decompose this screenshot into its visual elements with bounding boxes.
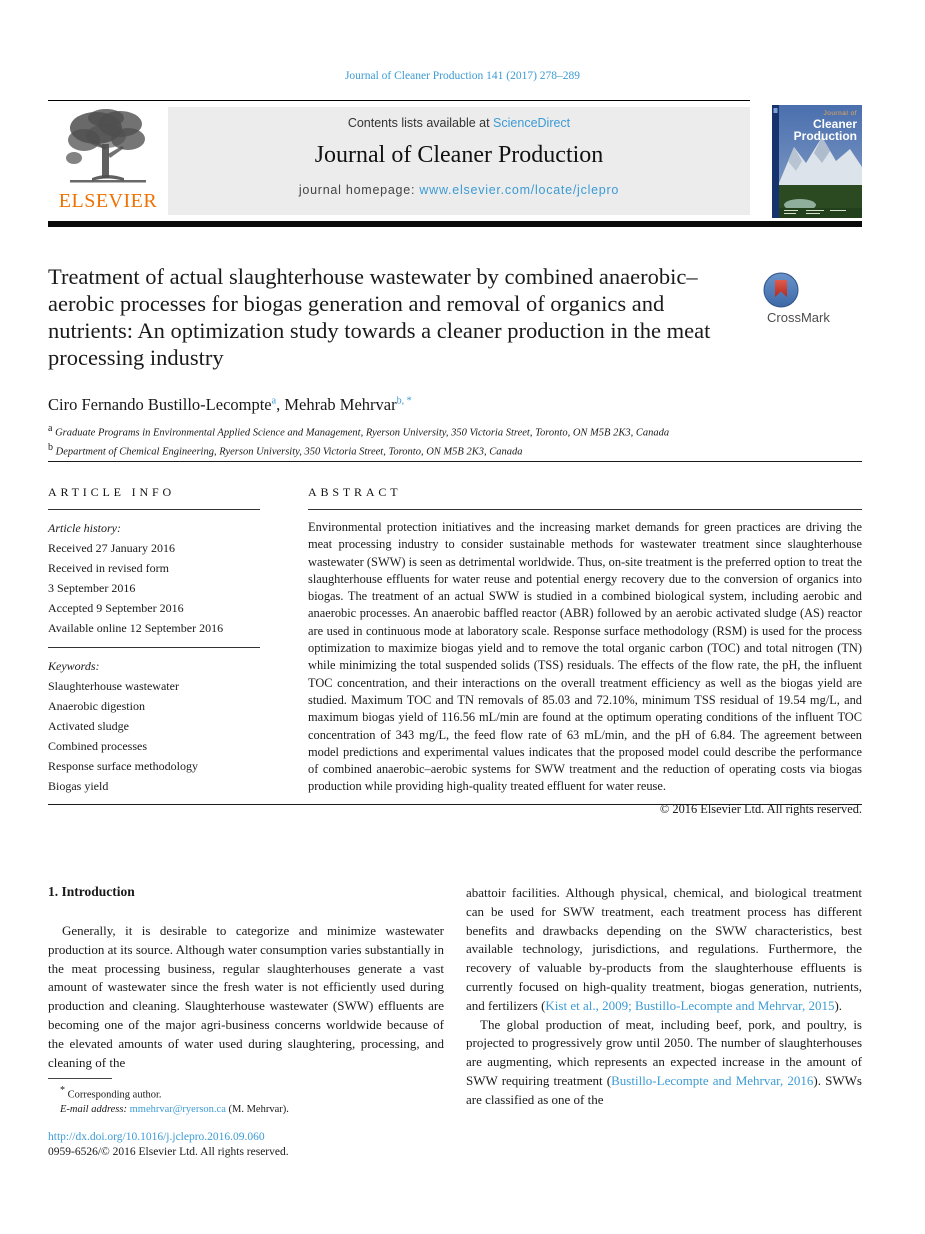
- citation-link-bustillo-2016[interactable]: Bustillo-Lecompte and Mehrvar, 2016: [611, 1072, 814, 1088]
- doi-link-line: [48, 1131, 265, 1143]
- author-name-1: Ciro Fernando Bustillo-Lecompte: [48, 395, 272, 414]
- corresponding-author-note: [48, 1084, 448, 1103]
- email-link[interactable]: mmehrvar@ryerson.ca: [129, 1104, 226, 1115]
- elsevier-tree-icon: [62, 106, 154, 192]
- article-title: Treatment of actual slaughterhouse wastewater by combined anaerobic–aerobic processes for biogas generation and removal of organics and nutrients: An optimization study towards a cleaner production in the meat processing industry: [48, 264, 711, 370]
- cover-journal-of: Journal of: [823, 110, 857, 117]
- abstract-text: Environmental protection initiatives and the increasing market demands for green practices are driving the meat processing industry to consider sustainable methods for wastewater treatment since slaughterhouse wastewater (SWW) is seen as detrimental worldwide. Thus, on-site treatment is the preferred option to treat the slaughterhouse effluents for water reuse and potential energy recovery due to the conversion of organics into biogas. The treatment of an actual SWW is studied in a combined biological system, including aerobic and anaerobic processes. An anaerobic baffled reactor (ABR) followed by an aerobic activated sludge (AS) reactor are used in continuous mode at laboratory scale. Response surface methodology (RSM) is used for the process optimization to maximize biogas yield and to remove the total organic carbon (TOC) and total nitrogen (TN) while minimizing the total suspended solids (TSS) residuals. The effects of the flow rate, the pH, the influent TOC concentration, and their interactions on the overall treatment efficiency as well as the biogas yield are studied. Maximum TOC and TN removals of 85.03 and 72.10%, minimum TSS residual of 19.54 mg/L, and maximum biogas yield of 116.56 mL/min are found at the optimum operating conditions of the influent TOC concentration of 343 mg/L, the feed flow rate of 63 mL/min, and the pH of 6.84. The agreement between model predictions and experimental values indicates that the proposed model could describe the performance of combined anaerobic–aerobic systems for SWW treatment and the reduction of operating costs via biogas production while providing high-quality treated effluent for water reuse.: [308, 520, 862, 794]
- contents-list-line: [168, 116, 750, 130]
- affiliation-b-text: Department of Chemical Engineering, Ryerson University, 350 Victoria Street, Toronto, ON M5B 2K3, Canada: [55, 446, 523, 457]
- keyword: Response surface methodology: [48, 759, 198, 773]
- header-top-rule: [48, 100, 750, 101]
- journal-header-box: [168, 107, 750, 215]
- history-line: Available online 12 September 2016: [48, 621, 224, 635]
- footnote-rule: [48, 1078, 112, 1079]
- keyword: Anaerobic digestion: [48, 699, 145, 713]
- crossmark-icon: [763, 272, 799, 308]
- crossmark-badge[interactable]: [763, 272, 867, 325]
- cover-production: Production: [793, 129, 857, 144]
- keyword: Biogas yield: [48, 779, 109, 793]
- journal-homepage-line: [168, 183, 750, 197]
- header-divider-bar: [48, 221, 862, 227]
- keywords-rule: [48, 647, 260, 648]
- elsevier-logo[interactable]: [50, 106, 166, 216]
- abstract-rule: [308, 509, 862, 510]
- journal-citation: Journal of Cleaner Production 141 (2017) 278–289: [344, 70, 581, 82]
- article-info-column: [48, 485, 260, 796]
- issn-copyright-line: 0959-6526/© 2016 Elsevier Ltd. All rights reserved.: [48, 1146, 289, 1158]
- footnote-star: *: [60, 1085, 65, 1096]
- introduction-heading: 1. Introduction: [48, 884, 135, 899]
- section-rule-bottom: [48, 804, 862, 805]
- citation-link-kist-2009[interactable]: Kist et al., 2009; Bustillo-Lecompte and Mehrvar, 2015: [545, 997, 835, 1013]
- history-line: Received in revised form: [48, 561, 169, 575]
- affiliation-b: [48, 441, 669, 460]
- article-info-rule: [48, 509, 260, 510]
- section-rule-top: [48, 461, 862, 462]
- copyright-line: © 2016 Elsevier Ltd. All rights reserved.: [659, 801, 862, 816]
- paragraph-text: The global production of meat, including beef, pork, and poultry, is projected to progressively grow until 2050. The number of slaughterhouses are augmenting, which represents an expected increase in the amount of SWW requiring treatment (: [466, 1016, 862, 1088]
- doi-link[interactable]: http://dx.doi.org/10.1016/j.jclepro.2016.09.060: [48, 1131, 265, 1143]
- homepage-prefix-text: journal homepage:: [298, 183, 420, 197]
- body-right-column: [466, 884, 862, 1110]
- corresponding-author-text: Corresponding author.: [67, 1089, 162, 1101]
- contents-prefix-text: Contents lists available at: [347, 116, 494, 130]
- abstract-column: [308, 485, 862, 817]
- keywords-label: Keywords:: [48, 659, 100, 673]
- history-line: Received 27 January 2016: [48, 541, 175, 555]
- cover-cleaner: Cleaner: [812, 116, 857, 131]
- article-info-heading: ARTICLE INFO: [48, 485, 176, 499]
- paragraph-text: abattoir facilities. Although physical, chemical, and biological treatment can be used for SWW treatment, each treatment process has different benefits and drawbacks depending on the SWW characteristics, best available technology, jurisdictions, and regulations. Furthermore, the recovery of valuable by-products from the slaughterhouse effluents is currently focused on high-quality treatment, biogas generation, nutrients, and fertilizers (: [466, 885, 862, 1013]
- abstract-heading: ABSTRACT: [308, 485, 402, 499]
- affiliation-a: [48, 422, 669, 441]
- affiliations: [48, 422, 669, 459]
- intro-paragraph-2: [466, 884, 862, 1016]
- paragraph-text: ).: [834, 997, 843, 1013]
- history-line: Accepted 9 September 2016: [48, 601, 184, 615]
- author-name-2: Mehrab Mehrvar: [284, 395, 397, 414]
- affiliation-a-text: Graduate Programs in Environmental Applied Science and Management, Ryerson University, 350 Victoria Street, Toronto, ON M5B 2K3, Canada: [55, 427, 670, 439]
- author-affil-ref-2[interactable]: b, *: [396, 395, 412, 407]
- journal-cover-thumbnail[interactable]: [772, 105, 862, 218]
- keyword: Activated sludge: [48, 719, 129, 733]
- email-suffix: (M. Mehrvar).: [225, 1104, 289, 1115]
- keyword: Slaughterhouse wastewater: [48, 679, 179, 693]
- journal-homepage-link[interactable]: www.elsevier.com/locate/jclepro: [419, 183, 620, 197]
- intro-paragraph-1: Generally, it is desirable to categorize and minimize wastewater production at its source. Although water consumption varies substantially in the meat processing business, regular slaughterhouses generate a vast amount of wastewater since the fresh water is not efficiently used during production and cleaning. Slaughterhouse wastewater (SWW) effluents are becoming one of the major agri-business concerns worldwide because of the elevated amounts of water used during slaughtering, processing, and cleaning of the: [48, 923, 444, 1070]
- article-body: [48, 884, 862, 1110]
- author-line: [48, 395, 412, 415]
- history-label: Article history:: [48, 521, 121, 535]
- body-left-column: [48, 884, 444, 1110]
- keyword: Combined processes: [48, 739, 147, 753]
- email-label: E-mail address:: [60, 1104, 127, 1115]
- cover-title-text: [794, 111, 857, 143]
- elsevier-wordmark: ELSEVIER: [58, 190, 158, 212]
- footnote-block: [48, 1078, 448, 1118]
- affiliation-a-sup: a: [48, 423, 53, 434]
- affiliation-b-sup: b: [48, 441, 53, 453]
- author-affil-ref-1[interactable]: a: [271, 395, 277, 407]
- crossmark-label: CrossMark: [767, 309, 830, 325]
- journal-title: Journal of Cleaner Production: [314, 142, 604, 168]
- author-separator: ,: [276, 395, 285, 414]
- email-note: [48, 1103, 448, 1118]
- sciencedirect-link[interactable]: ScienceDirect: [493, 116, 571, 130]
- paragraph-text: ). SWWs are classified as one of the: [466, 1072, 862, 1107]
- intro-paragraph-3: [466, 1016, 862, 1110]
- history-line: 3 September 2016: [48, 581, 136, 595]
